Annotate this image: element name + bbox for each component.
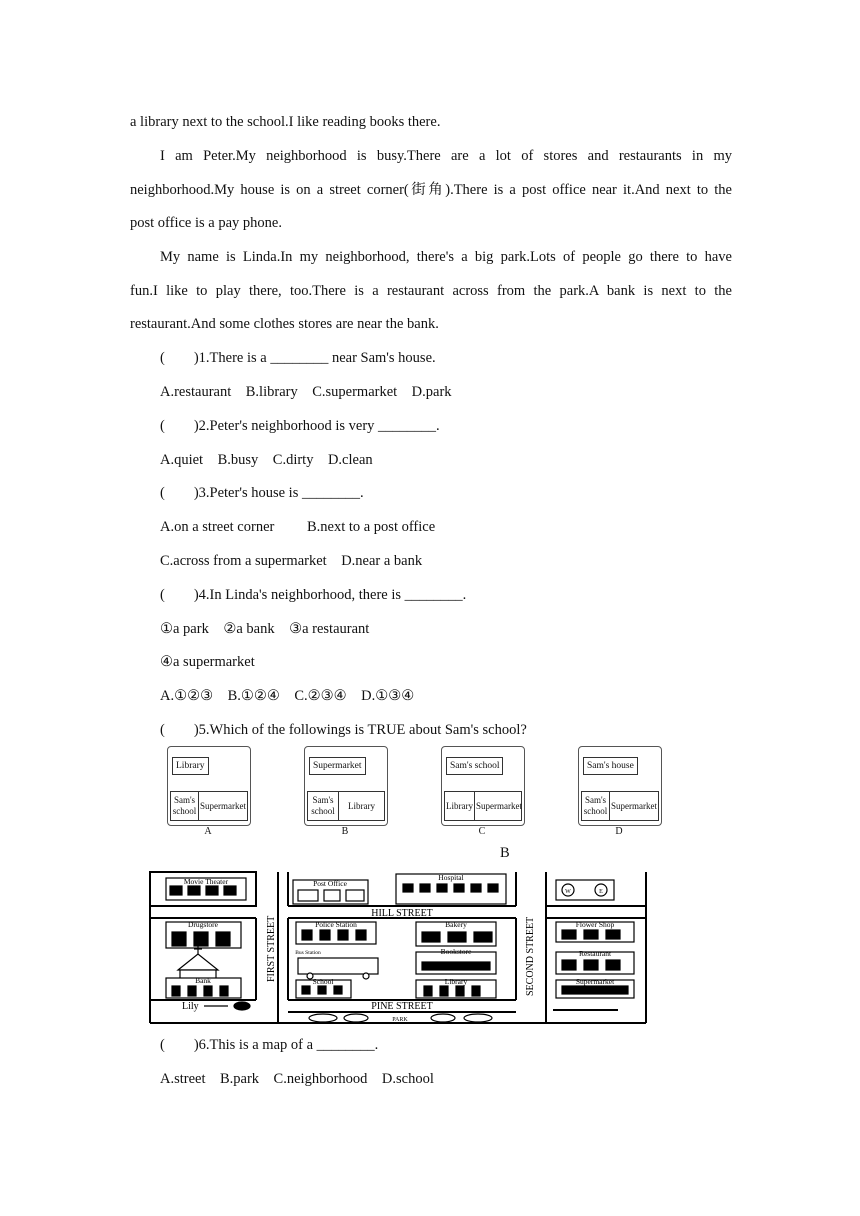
map-label-bookstore: Bookstore [440,947,472,956]
question-3: ( )3.Peter's house is ________. [160,485,364,501]
figure-right-cell: Supermarket [611,800,657,811]
question-1-options: A.restaurant B.library C.supermarket D.park [160,384,452,400]
question-3-options: A.on a street corner B.next to a post office [160,519,436,535]
question-2: ( )2.Peter's neighborhood is very ________. [160,418,440,434]
figure-top-cell: Library [172,757,209,775]
question-1: ( )1.There is a ________ near Sam's house. [160,350,436,366]
option-figure-c [441,746,525,826]
map-label-supermarket: Supermarket [575,977,615,986]
neighborhood-map [148,870,648,1025]
option-figure-b [304,746,388,826]
figure-right-cell: Supermarket [200,800,246,811]
street-label-pine: PINE STREET [371,1001,433,1012]
passage-line: neighborhood.My house is on a street corner(街角).There is a post office near it.And next to the [130,182,732,198]
figure-left-cell: Sam's school [171,792,199,820]
compass-west: W [565,889,571,895]
question-6: ( )6.This is a map of a ________. [160,1037,379,1053]
passage-line: My name is Linda.In my neighborhood, there's a big park.Lots of people go there to have [160,249,732,265]
map-label-police-station: Police Station [315,920,357,929]
map-label-restaurant: Restaurant [578,949,612,958]
passage-line: I am Peter.My neighborhood is busy.There are a lot of stores and restaurants in my [160,148,732,164]
street-label-second: SECOND STREET [525,916,536,996]
figure-top-cell: Supermarket [309,757,366,775]
street-label-first: FIRST STREET [266,915,277,982]
option-figure-a [167,746,251,826]
question-3-options: C.across from a supermarket D.near a bank [160,553,423,569]
answer-note: B [500,845,510,861]
passage-line: post office is a pay phone. [130,215,282,231]
question-4-items: ①a park ②a bank ③a restaurant [160,621,370,637]
question-4-options: A.①②③ B.①②④ C.②③④ D.①③④ [160,688,415,704]
figure-left-cell: Sam's school [582,792,610,820]
question-2-options: A.quiet B.busy C.dirty D.clean [160,452,373,468]
option-letter: A [204,826,212,837]
map-label-post-office: Post Office [313,879,347,888]
map-label-bus-station: Bus Station [295,950,321,956]
map-label-library: Library [444,977,468,986]
figure-right-cell: Library [348,800,375,811]
option-letter: C [478,826,486,837]
map-label-flower-shop: Flower Shop [575,920,615,929]
map-label-bank: Bank [195,976,211,985]
map-person-lily: Lily [182,1001,199,1012]
street-label-hill: HILL STREET [371,908,433,919]
question-4: ( )4.In Linda's neighborhood, there is ________. [160,587,467,603]
map-label-hospital: Hospital [438,873,464,882]
passage-line: a library next to the school.I like reading books there. [130,114,441,130]
compass-east: E [599,889,603,895]
question-4-items: ④a supermarket [160,654,255,670]
option-letter: D [615,826,623,837]
question-5: ( )5.Which of the followings is TRUE about Sam's school? [160,722,527,738]
figure-top-cell: Sam's house [583,757,638,775]
map-label-bakery: Bakery [445,920,467,929]
option-figure-d [578,746,662,826]
passage-line: restaurant.And some clothes stores are near the bank. [130,316,439,332]
question-6-options: A.street B.park C.neighborhood D.school [160,1071,434,1087]
figure-left-cell: Library [445,792,475,820]
map-label-drugstore: Drugstore [188,920,218,929]
figure-left-cell: Sam's school [308,792,339,820]
option-letter: B [341,826,349,837]
passage-line: fun.I like to play there, too.There is a restaurant across from the park.A bank is next to the [130,283,732,299]
map-label-park: PARK [392,1017,408,1023]
figure-top-cell: Sam's school [446,757,503,775]
map-label-movie-theater: Movie Theater [183,877,229,886]
map-label-school: School [312,977,334,986]
figure-right-cell: Supermarket [476,800,522,811]
